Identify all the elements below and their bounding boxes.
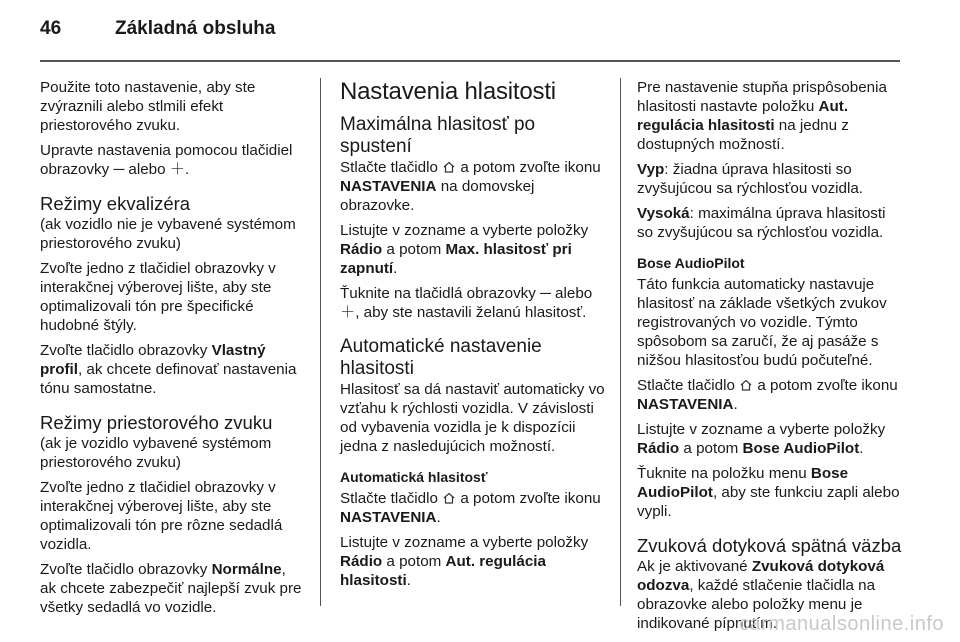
- text: Listujte v zozname a vyberte položky: [340, 222, 589, 239]
- paragraph: [637, 204, 905, 242]
- paragraph: Použite toto nastavenie, aby ste zvýraznili alebo stlmili efekt priestorového zvuku.: [40, 79, 256, 134]
- text: Zvoľte tlačidlo obrazovky: [40, 342, 212, 359]
- paragraph: [340, 489, 605, 527]
- text: Pre nastavenie stupňa prispôsobenia hlasitosti nastavte položku: [637, 79, 887, 115]
- text: .: [859, 440, 864, 457]
- section-heading-equalizer: Režimy ekvalizéra: [40, 193, 191, 214]
- text: Ak je aktivované: [637, 558, 752, 575]
- bold-term: Vlastný profil: [40, 342, 266, 378]
- paragraph: [340, 221, 605, 278]
- column-2: [340, 78, 605, 596]
- text: .: [436, 509, 441, 526]
- subsection-heading-bose: Bose AudioPilot: [637, 255, 745, 271]
- text: a potom: [679, 440, 743, 457]
- bold-term: NASTAVENIA: [637, 396, 734, 413]
- text: a potom: [382, 553, 446, 570]
- bold-term: Bose AudioPilot: [637, 465, 849, 501]
- bold-term: Zvuková dotyková odozva: [637, 558, 885, 594]
- watermark: carmanualsonline.info: [738, 613, 944, 635]
- column-divider-2: [620, 78, 621, 606]
- section-heading-room-modes: Režimy priestorového zvuku: [40, 412, 273, 433]
- page-number: 46: [40, 18, 62, 39]
- text: .: [733, 396, 738, 413]
- chapter-title: Nastavenia hlasitosti: [340, 78, 556, 105]
- text: : maximálna úprava hlasitosti so zvyšujúcou sa rýchlosťou vozidla.: [637, 205, 886, 241]
- text: Listujte v zozname a vyberte položky: [340, 534, 589, 551]
- page-header: [40, 18, 275, 48]
- text: na jednu z dostupných možností.: [637, 117, 849, 153]
- paragraph: [40, 341, 306, 398]
- bold-term: Max. hlasitosť pri zapnutí: [340, 241, 572, 277]
- bold-term: Rádio: [340, 553, 383, 570]
- paragraph: Zvoľte jedno z tlačidiel obrazovky v interakčnej výberovej lište, aby ste optimalizovali tón pre rôzne sedadlá vozidla.: [40, 479, 283, 553]
- paragraph: [637, 78, 905, 154]
- home-icon: [442, 491, 456, 505]
- section-heading-auto-volume: Automatické nastavenie hlasitosti: [340, 336, 542, 379]
- subsection-heading-auto-volume: Automatická hlasitosť: [340, 469, 488, 485]
- column-1: [40, 78, 306, 623]
- paragraph: [637, 420, 905, 458]
- header-divider: [40, 60, 900, 62]
- text: , každé stlačenie tlačidla na obrazovke alebo položky menu je indikované pípnutím.: [637, 577, 876, 632]
- text: Listujte v zozname a vyberte položky: [637, 421, 886, 438]
- bold-term: Vysoká: [637, 205, 690, 222]
- text: , aby ste funkciu zapli alebo vypli.: [637, 484, 900, 520]
- text: a potom zvoľte ikonu: [456, 490, 601, 507]
- bold-term: Vyp: [637, 161, 665, 178]
- text: na domovskej obrazovke.: [340, 178, 535, 214]
- text: a potom zvoľte ikonu: [753, 377, 898, 394]
- paragraph: Upravte nastavenia pomocou tlačidiel obrazovky ─ alebo ＋.: [40, 142, 293, 178]
- bold-term: Aut. regulácia hlasitosti: [637, 98, 849, 134]
- paragraph: [340, 533, 605, 590]
- section-heading-feedback: Zvuková dotyková spätná väzba: [637, 535, 902, 556]
- page-title: Základná obsluha: [115, 18, 276, 39]
- column-3: [637, 78, 905, 639]
- text: a potom: [382, 241, 446, 258]
- text: , ak chcete zabezpečiť najlepší zvuk pre všetky sedadlá vo vozidle.: [40, 561, 302, 616]
- paragraph: [637, 376, 905, 414]
- text: : žiadna úprava hlasitosti so zvyšujúcou sa rýchlosťou vozidla.: [637, 161, 864, 197]
- section-subtitle: (ak vozidlo nie je vybavené systémom priestorového zvuku): [40, 216, 296, 252]
- home-icon: [739, 378, 753, 392]
- text: .: [406, 572, 411, 589]
- paragraph: Hlasitosť sa dá nastaviť automaticky vo vzťahu k rýchlosti vozidla. V závislosti od vybavenia vozidla je k dispozícii jedna z nasledujúcich možností.: [340, 381, 605, 455]
- home-icon: [442, 160, 456, 174]
- text: Stlačte tlačidlo: [637, 377, 740, 394]
- section-heading-max-volume: Maximálna hlasitosť po spustení: [340, 114, 536, 157]
- bold-term: NASTAVENIA: [340, 509, 437, 526]
- bold-term: Bose AudioPilot: [742, 440, 860, 457]
- paragraph: Zvoľte jedno z tlačidiel obrazovky v interakčnej výberovej lište, aby ste optimalizovali tón pre špecifické hudobné štýly.: [40, 260, 276, 334]
- column-divider-1: [320, 78, 321, 606]
- paragraph: [637, 464, 905, 521]
- text: Stlačte tlačidlo: [340, 159, 443, 176]
- bold-term: Rádio: [340, 241, 383, 258]
- text: , ak chcete definovať nastavenia tónu samostatne.: [40, 361, 297, 397]
- text: Zvoľte tlačidlo obrazovky: [40, 561, 212, 578]
- text: a potom zvoľte ikonu: [456, 159, 601, 176]
- bold-term: Rádio: [637, 440, 680, 457]
- paragraph: [40, 560, 306, 617]
- section-subtitle: (ak je vozidlo vybavené systémom priestorového zvuku): [40, 435, 272, 471]
- text: Ťuknite na položku menu: [637, 465, 811, 482]
- paragraph: [340, 158, 605, 215]
- bold-term: Aut. regulácia hlasitosti: [340, 553, 546, 589]
- paragraph: [637, 160, 905, 198]
- text: Stlačte tlačidlo: [340, 490, 443, 507]
- bold-term: NASTAVENIA: [340, 178, 437, 195]
- bold-term: Normálne: [211, 561, 282, 578]
- paragraph: Ťuknite na tlačidlá obrazovky ─ alebo ＋, aby ste nastavili želanú hlasitosť.: [340, 285, 593, 321]
- text: .: [393, 260, 398, 277]
- paragraph: Táto funkcia automaticky nastavuje hlasitosť na základe všetkých zvukov registrovaných vo vozidle. Týmto spôsobom sa zaručí, že aj pasáže s nižšou hlasitosťou budú počuteľné.: [637, 276, 887, 369]
